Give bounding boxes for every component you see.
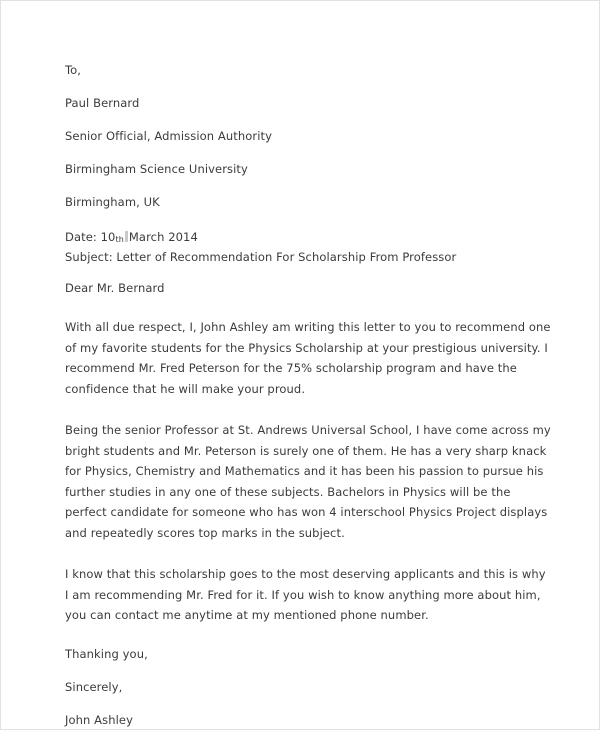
- date-ordinal-suffix: th: [115, 235, 124, 244]
- letter-body: [65, 63, 551, 730]
- body-paragraph-2: Being the senior Professor at St. Andrews Universal School, I have come across my bright students and Mr. Peterson is surely one of them. He has a very sharp knack for Physics, Chemistry and Mathematics and it has been his passion to pursue his further studies in any one of these subjects. Bachelors in Physics will be the perfect candidate for someone who has won 4 interschool Physics Project displays and repeatedly scores top marks in the subject.: [65, 423, 551, 540]
- recipient-name: Paul Bernard: [65, 96, 140, 110]
- text-cursor-artifact: [125, 231, 128, 242]
- sender-name: John Ashley: [65, 712, 133, 727]
- body-paragraph-1: With all due respect, I, John Ashley am writing this letter to you to recommend one of my favorite students for the Physics Scholarship at your prestigious university. I recommend Mr. Fred Peterson for the 75% scholarship program and have the confidence that he will make your proud.: [65, 320, 551, 396]
- closing-signoff: Sincerely,: [65, 679, 123, 694]
- address-to-label: To,: [65, 63, 82, 77]
- date-day: 10: [100, 230, 116, 244]
- closing-thanks: Thanking you,: [65, 646, 148, 661]
- date-label: Date:: [65, 230, 97, 244]
- letter-meta-block: [65, 228, 551, 267]
- date-month-year: March 2014: [128, 230, 198, 244]
- recipient-address-block: [65, 63, 551, 209]
- body-paragraph-3: I know that this scholarship goes to the most deserving applicants and this is why I am recommending Mr. Fred for it. If you wish to know anything more about him, you can contact me anytime at my mentioned phone number.: [65, 567, 546, 622]
- date-line: [65, 228, 551, 248]
- recipient-location: Birmingham, UK: [65, 195, 160, 209]
- recipient-organization: Birmingham Science University: [65, 162, 248, 176]
- closing-block: [65, 647, 551, 727]
- subject-line: Subject: Letter of Recommendation For Scholarship From Professor: [65, 250, 457, 264]
- salutation: Dear Mr. Bernard: [65, 281, 165, 295]
- recipient-title: Senior Official, Admission Authority: [65, 129, 273, 143]
